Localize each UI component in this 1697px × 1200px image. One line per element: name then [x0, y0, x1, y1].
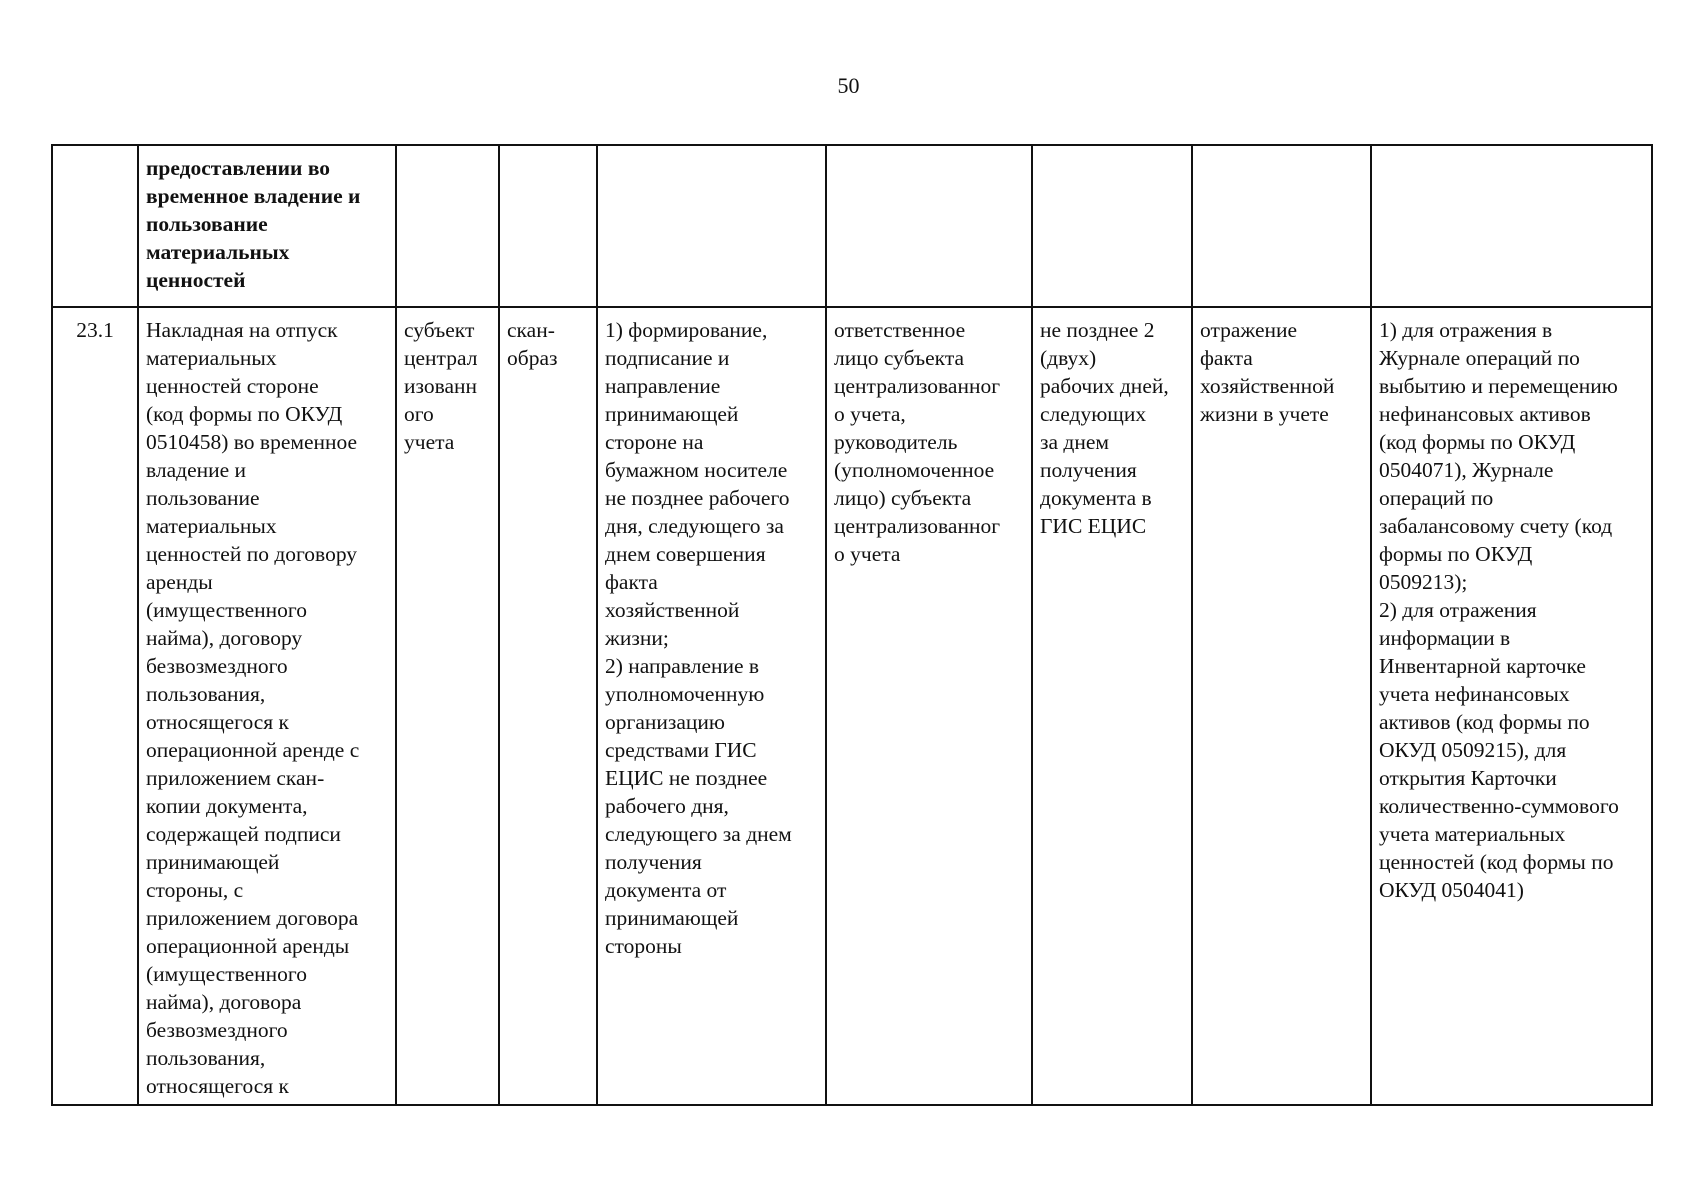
table-row-continuation	[52, 145, 1652, 307]
table-row-23-1	[52, 307, 1652, 1105]
cell-format	[499, 307, 597, 1105]
creator-text: субъект централ изованн ого учета	[404, 318, 478, 454]
cell-empty	[499, 145, 597, 307]
document-flow-table	[51, 144, 1653, 1106]
purpose-text: отражение факта хозяйственной жизни в учете	[1200, 318, 1335, 426]
format-text: скан- образ	[507, 318, 558, 370]
cell-empty	[597, 145, 826, 307]
cell-number	[52, 145, 138, 307]
cell-empty	[1032, 145, 1192, 307]
cell-document-name-continued	[138, 145, 396, 307]
cell-document	[138, 307, 396, 1105]
cell-deadline	[1032, 307, 1192, 1105]
page-number: 50	[837, 73, 860, 98]
responsible-text: ответственное лицо субъекта централизованног о учета, руководитель (уполномоченное лицо) субъекта централизованног о учета	[834, 318, 1001, 566]
cell-responsible	[826, 307, 1032, 1105]
document-text: Накладная на отпуск материальных ценностей стороне (код формы по ОКУД 0510458) во временное владение и пользование материальных ценностей по договору аренды (имущественного найма), договору безвозмездного пользования, относящегося к операционной аренде с приложением скан- копии документа, содержащей подписи принимающей стороны, с приложением договора операционной аренды (имущественного найма), договора безвозмездного пользования, относящегося к	[146, 318, 360, 1098]
cell-empty	[826, 145, 1032, 307]
cell-empty	[1371, 145, 1652, 307]
cell-empty	[396, 145, 499, 307]
document-name-continued-text: предоставлении во временное владение и пользование материальных ценностей	[146, 156, 361, 292]
cell-empty	[1192, 145, 1371, 307]
cell-procedure	[597, 307, 826, 1105]
row-number-text: 23.1	[76, 318, 114, 342]
procedure-text: 1) формирование, подписание и направление принимающей стороне на бумажном носителе не позднее рабочего дня, следующего за днем совершения факта хозяйственной жизни; 2) направление в уполномоченную организацию средствами ГИС ЕЦИС не позднее рабочего дня, следующего за днем получения документа от принимающей стороны	[605, 318, 792, 958]
cell-row-number	[52, 307, 138, 1105]
usage-text: 1) для отражения в Журнале операций по выбытию и перемещению нефинансовых активов (код формы по ОКУД 0504071), Журнале операций по забалансовому счету (код формы по ОКУД 0509213); 2) для отражения информации в Инвентарной карточке учета нефинансовых активов (код формы по ОКУД 0509215), для открытия Карточки количественно-суммового учета материальных ценностей (код формы по ОКУД 0504041)	[1379, 318, 1619, 902]
deadline-text: не позднее 2 (двух) рабочих дней, следующих за днем получения документа в ГИС ЕЦИС	[1040, 318, 1169, 538]
cell-purpose	[1192, 307, 1371, 1105]
cell-creator	[396, 307, 499, 1105]
cell-usage	[1371, 307, 1652, 1105]
